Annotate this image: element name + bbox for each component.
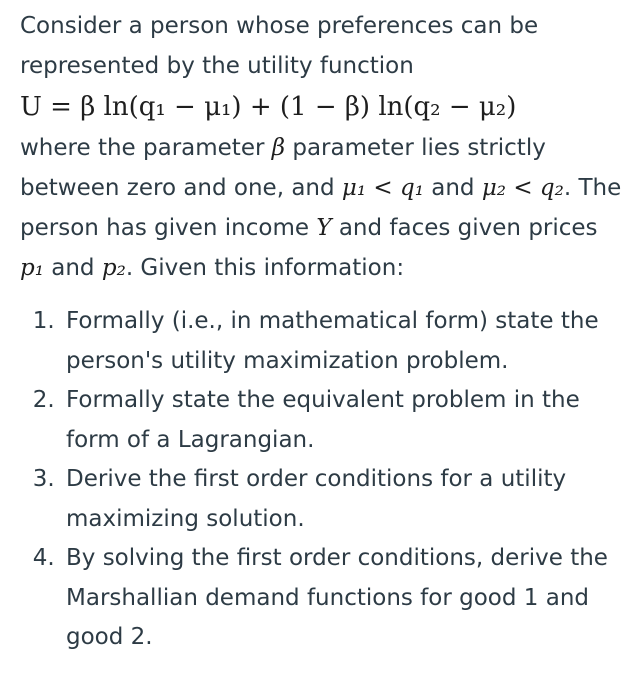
period: . <box>563 175 572 201</box>
and-text: and <box>431 175 475 201</box>
list-item: 3. Derive the first order conditions for a utility maximizing solution. <box>62 460 624 539</box>
price-1-symbol: p₁ <box>20 255 44 281</box>
closing-text: . Given this information: <box>125 255 405 281</box>
where-rest-text: parameter lies strictly between zero and one, and <box>20 135 546 201</box>
utility-equation: U = β ln(q₁ − μ₁) + (1 − β) ln(q₂ − μ₂) <box>20 92 517 122</box>
where-text: where the parameter <box>20 135 265 161</box>
and-text-2: and <box>51 255 95 281</box>
parameter-description <box>20 128 624 288</box>
inequality-2: μ₂ < q₂ <box>481 175 564 201</box>
beta-symbol: β <box>271 135 286 161</box>
price-2-symbol: p₂ <box>101 255 126 281</box>
income-symbol: Y <box>316 215 332 241</box>
list-item: 2. Formally state the equivalent problem in the form of a Lagrangian. <box>62 381 624 460</box>
intro-line <box>20 6 624 86</box>
list-item: 4. By solving the first order conditions, derive the Marshallian demand functions for good 1 and good 2. <box>62 539 624 658</box>
inequality-1: μ₁ < q₁ <box>341 175 424 201</box>
intro-text: Consider a person whose preferences can be represented by the utility function <box>20 13 539 79</box>
income-text: The person has given income <box>20 175 622 241</box>
question-list <box>20 302 624 658</box>
faces-text: and faces given prices <box>338 215 598 241</box>
list-item: 1. Formally (i.e., in mathematical form) state the person's utility maximization problem. <box>62 302 624 381</box>
